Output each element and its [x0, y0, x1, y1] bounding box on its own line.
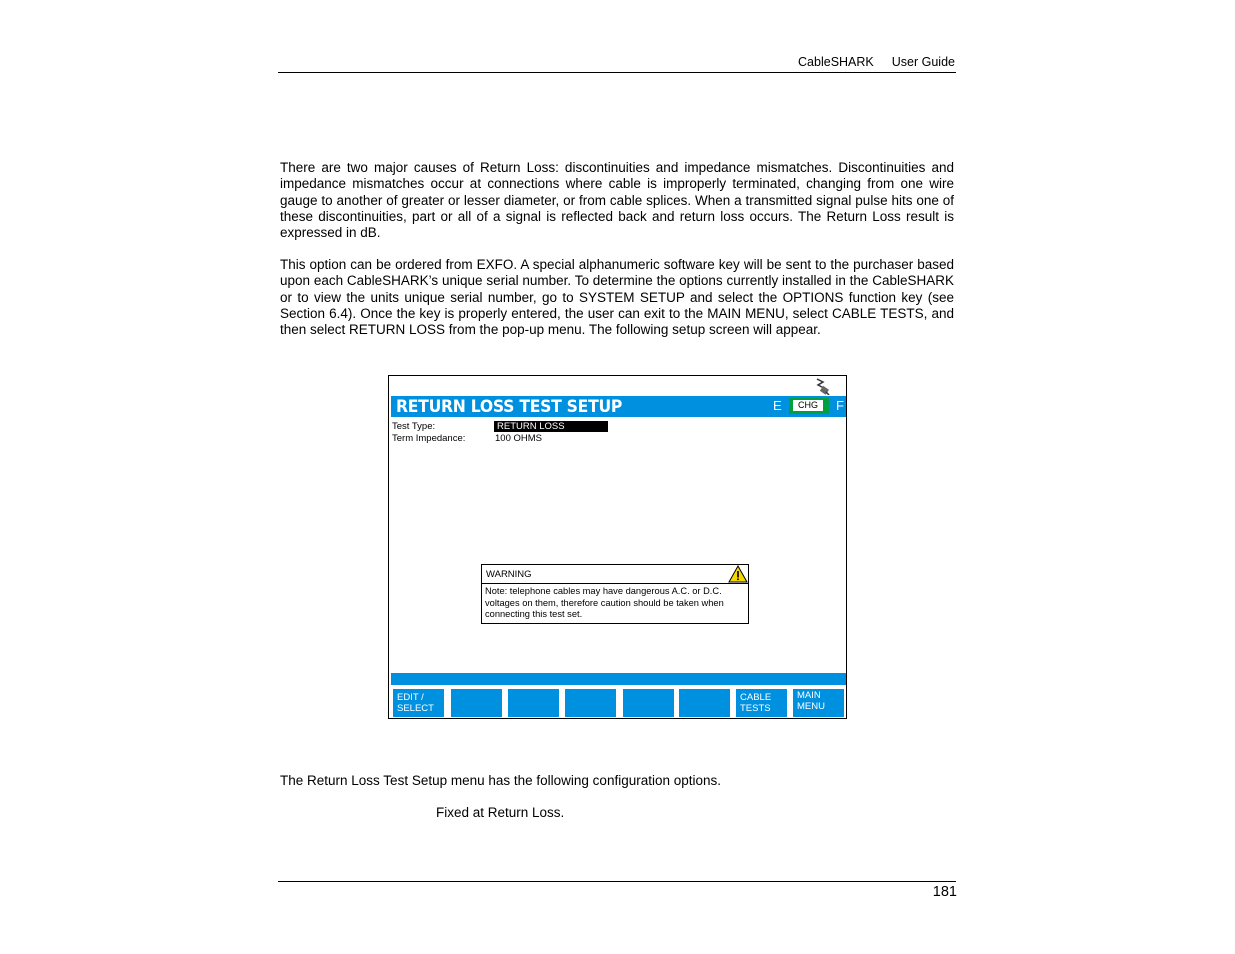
fkey-label: TESTS: [740, 703, 771, 714]
warning-header: [482, 565, 748, 584]
function-key-bar: [391, 687, 846, 718]
e-label: E: [773, 398, 782, 413]
warning-text: Note: telephone cables may have dangerous A.C. or D.C. voltages on them, therefore caution should be taken when connecting this test set.: [485, 586, 724, 619]
chg-indicator: [789, 398, 829, 414]
fkey-label: SELECT: [397, 703, 434, 714]
footer-rule: [278, 881, 956, 882]
term-impedance-value[interactable]: 100 OHMS: [495, 433, 542, 444]
fkey-label: MENU: [797, 701, 825, 712]
paragraph-return-loss-causes: There are two major causes of Return Loss: discontinuities and impedance mismatches. Discontinuities and impedance mismatches occur at connections where cable is improperly terminated, changing from one wire gauge to another of greater or lesser diameter, or from cable splices. When a transmitted signal pulse hits one of these discontinuities, part or all of a signal is reflected back and return loss occurs. The Return Loss result is expressed in dB.: [280, 160, 954, 241]
warning-triangle-icon: [728, 565, 748, 583]
warning-title: WARNING: [486, 569, 532, 580]
fkey-5-button[interactable]: [623, 689, 674, 717]
fkey-label: MAIN: [797, 690, 821, 701]
paragraph-option-ordering: This option can be ordered from EXFO. A special alphanumeric software key will be sent to the purchaser based upon each CableSHARK’s unique serial number. To determine the options currently installed in the CableSHARK or to view the units unique serial number, go to SYSTEM SETUP and select the OPTIONS function key (see Section 6.4). Once the key is properly entered, the user can exit to the MAIN MENU, select CABLE TESTS, and then select RETURN LOSS from the pop-up menu. The following setup screen will appear.: [280, 257, 954, 338]
device-screen: [388, 375, 847, 719]
chg-label: CHG: [793, 400, 823, 411]
cable-tests-button[interactable]: [736, 689, 787, 717]
f-label: F: [836, 398, 844, 413]
header-product: CableSHARK: [798, 55, 874, 69]
test-type-label: Test Type:: [392, 421, 436, 432]
fkey-2-button[interactable]: [451, 689, 502, 717]
edit-select-button[interactable]: [393, 689, 444, 717]
header-doc: User Guide: [891, 55, 955, 69]
status-bar: [391, 673, 846, 685]
term-impedance-label: Term Impedance:: [392, 433, 466, 444]
page-header: [760, 55, 955, 69]
paragraph-config-options: The Return Loss Test Setup menu has the following configuration options.: [280, 773, 722, 788]
fkey-6-button[interactable]: [679, 689, 730, 717]
fkey-label: EDIT /: [397, 692, 424, 703]
header-rule: [278, 72, 956, 73]
screen-title: RETURN LOSS TEST SETUP: [396, 397, 623, 417]
fkey-label: CABLE: [740, 692, 772, 703]
fkey-4-button[interactable]: [565, 689, 616, 717]
fkey-3-button[interactable]: [508, 689, 559, 717]
main-menu-button[interactable]: [793, 689, 844, 717]
warning-dialog: [481, 564, 749, 624]
test-type-value[interactable]: RETURN LOSS: [494, 421, 608, 432]
screen-title-bar: [391, 396, 846, 417]
plug-icon: [812, 377, 830, 395]
paragraph-test-type-desc: Fixed at Return Loss.: [436, 805, 565, 820]
page-number: 181: [932, 884, 957, 900]
